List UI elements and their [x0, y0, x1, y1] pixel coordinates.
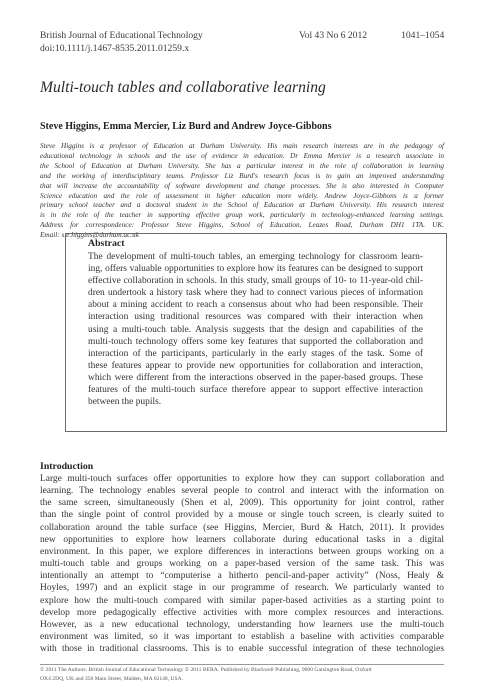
abstract-line: which were different from the interactions observed in the paper-based groups. These [88, 372, 423, 383]
abstract-line: dren undertook a history task where they had to connect various pieces of information [88, 288, 423, 299]
body-line: than the single point of control provided by a mouse or single touch screen, is clearly suited to [40, 510, 444, 521]
bio-line: that will increase the accountability of software development and change processes. She is also interested in Computer [40, 181, 444, 190]
page-range: 1041–1054 [401, 30, 445, 41]
bio-line: educational technology in schools and the use of evidence in education. Dr Emma Mercier is a research associate in [40, 151, 444, 160]
bio-line: Address for correspondence: Professor Steve Higgins, School of Education, Leazes Road, Durham DH1 1TA. UK. [40, 221, 444, 230]
body-line: However, as a new educational technology, understanding how learners use the multi-touch [40, 619, 444, 630]
abstract-line: interaction using traditional resources was compared with their interaction when [88, 312, 423, 323]
body-line: Large multi-touch surfaces offer opportunities to explore how they can support collaboration and [40, 474, 444, 484]
footer-divider [40, 664, 444, 665]
abstract-line: The development of multi-touch tables, an emerging technology for classroom learn- [88, 252, 423, 262]
abstract-line: effective collaboration in schools. In this study, small groups of 10- to 11-year-old chil- [88, 276, 423, 287]
publisher-address-line: OX4 2DQ, UK and 350 Main Street, Malden, MA 02148, USA. [40, 675, 184, 682]
abstract-line: about a mining accident to reach a consensus about who had been responsible. Their [88, 300, 423, 311]
body-line: explore how the multi-touch compared with similar paper-based activities as a starting point to [40, 595, 444, 606]
abstract-line: between the pupils. [88, 397, 162, 408]
body-line: with those in traditional classrooms. This is to enable successful integration of these technologies [40, 644, 444, 655]
author-list: Steve Higgins, Emma Mercier, Liz Burd and Andrew Joyce-Gibbons [40, 121, 332, 132]
copyright-line: © 2011 The Authors. British Journal of Educational Technology © 2011 BERA. Published by Blackwell Publishing, 9600 Garsington Road, Oxford [40, 667, 372, 673]
running-header-right [299, 29, 444, 42]
author-biographies [40, 142, 444, 241]
bio-line: and the working of interdisciplinary teams. Professor Liz Burd's research focus is to gain an improved understanding [40, 171, 444, 180]
body-line: the same screen, simultaneously (Shen et al, 2009). This opportunity for joint control, rather [40, 498, 444, 509]
body-line: develop more pedagogically effective activities with more complex resources and interactions. [40, 607, 444, 618]
body-line: environment. In this paper, we explore differences in interactions between groups working on a [40, 546, 444, 557]
running-header-left [40, 29, 203, 55]
abstract-heading: Abstract [88, 238, 125, 249]
body-line: intentionally an attempt to “computerise a hitherto pencil-and-paper activity” (Noss, Healy & [40, 571, 444, 582]
abstract-line: ing, offers valuable opportunities to explore how its features can be designed to support [88, 264, 423, 275]
article-title: Multi-touch tables and collaborative learning [40, 79, 326, 96]
bio-line: Steve Higgins is a professor of Education at Durham University. His main research interests are in the pedagogy of [40, 142, 444, 150]
introduction-heading: Introduction [40, 461, 94, 472]
copyright-footer [40, 666, 444, 683]
doi: doi:10.1111/j.1467-8535.2011.01259.x [40, 43, 190, 54]
volume-issue: Vol 43 No 6 2012 [299, 30, 368, 41]
bio-line: is in the role of the teacher in supporting effective group work, particularly in technology-enhanced learning settings. [40, 211, 444, 220]
bio-line: Science education and the role of assessment in higher education more widely. Andrew Joyce-Gibbons is a former [40, 191, 444, 200]
introduction-body [40, 473, 444, 655]
body-line: learning. The technology enables several people to control and interact with the information on [40, 486, 444, 497]
abstract-line: using a multi-touch table. Analysis suggests that the design and capabilities of the [88, 324, 423, 335]
body-line: new opportunities to explore how learners collaborate during educational tasks in a digital [40, 534, 444, 545]
abstract-line: interaction of the participants, particularly in the early stages of the task. Some of [88, 348, 423, 359]
body-line: multi-touch table and groups working on a paper-based version of the same task. This was [40, 559, 444, 570]
body-line: Hoyles, 1997) and an explicit stage in our programme of research. We particularly wanted to [40, 583, 444, 594]
body-line: environment was limited, so it was important to establish a baseline with activities comparable [40, 632, 444, 643]
abstract-body [88, 251, 423, 408]
abstract-line: features of the multi-touch surface therefore appear to support effective interaction [88, 385, 423, 396]
abstract-line: multi-touch technology offers some key features that supported the collaboration and [88, 336, 423, 347]
bio-line: primary school teacher and a doctoral student in the School of Education at Durham University. His research interest [40, 201, 444, 210]
contact-email: Email: s.e.higgins@durham.ac.uk [40, 231, 139, 240]
body-line: collaboration around the table surface (see Higgins, Mercier, Burd & Hatch, 2011). It provides [40, 522, 444, 533]
bio-line: the School of Education at Durham University. She has a particular interest in the role of collaboration in learning [40, 161, 444, 170]
abstract-line: these features appear to provide new opportunities for collaboration and interaction, [88, 360, 423, 371]
journal-name: British Journal of Educational Technology [40, 30, 203, 41]
